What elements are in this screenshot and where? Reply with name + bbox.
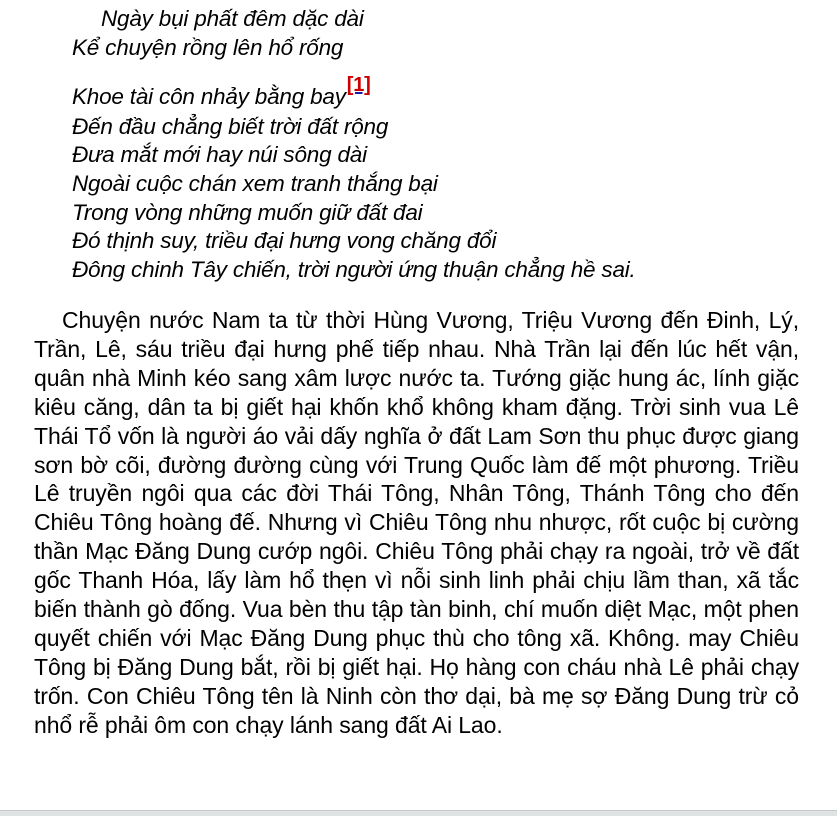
poem-line-text: Khoe tài côn nhảy bằng bay bbox=[72, 84, 346, 110]
poem-line: Đưa mắt mới hay núi sông dài bbox=[72, 142, 367, 168]
poem-line: Đó thịnh suy, triều đại hưng vong chăng đổi bbox=[72, 228, 497, 254]
prose-paragraph: Chuyện nước Nam ta từ thời Hùng Vương, Triệu Vương đến Đinh, Lý, Trần, Lê, sáu triều đại hưng phế tiếp nhau. Nhà Trần lại đến lúc hết vận, quân nhà Minh kéo sang xâm lược nước ta. Tướng giặc hung ác, lính giặc kiêu căng, dân ta bị giết hại khốn khổ không kham đặng. Trời sinh vua Lê Thái Tổ vốn là người áo vải dấy nghĩa ở đất Lam Sơn thu phục được giang sơn bờ cõi, đường đường cùng với Trung Quốc làm đế một phương. Triều Lê truyền ngôi qua các đời Thái Tông, Nhân Tông, Thánh Tông cho đến Chiêu Tông hoàng đế. Nhưng vì Chiêu Tông nhu nhược, rốt cuộc bị cường thần Mạc Đăng Dung cướp ngôi. Chiêu Tông phải chạy ra ngoài, trở về đất gốc Thanh Hóa, lấy làm hổ thẹn vì nỗi sinh linh phải chịu lầm than, xã tắc biến thành gò đống. Vua bèn thu tập tàn binh, chí muốn diệt Mạc, một phen quyết chiến với Mạc Đăng Dung phục thù cho tông xã. Không. may Chiêu Tông bị Đăng Dung bắt, rồi bị giết hại. Họ hàng con cháu nhà Lê phải chạy trốn. Con Chiêu Tông tên là Ninh còn thơ dại, bà mẹ sợ Đăng Dung trừ cỏ nhổ rễ phải ôm con chạy lánh sang đất Ai Lao. bbox=[34, 307, 799, 738]
poem-line-with-footnote bbox=[72, 74, 812, 113]
window-bottom-edge bbox=[0, 810, 837, 816]
poem-line: Ngoài cuộc chán xem tranh thắng bại bbox=[72, 170, 438, 196]
poem-line: Đông chinh Tây chiến, trời người ứng thuận chẳng hề sai. bbox=[72, 256, 636, 282]
poem-line: Kể chuyện rồng lên hổ rống bbox=[72, 34, 344, 60]
poem-line: Ngày bụi phất đêm dặc dài bbox=[101, 6, 364, 31]
footnote-link[interactable]: [1] bbox=[346, 74, 371, 97]
poem-line: Trong vòng những muốn giữ đất đai bbox=[72, 199, 423, 225]
poem-line: Đến đầu chẳng biết trời đất rộng bbox=[72, 113, 389, 139]
poem-block bbox=[72, 5, 812, 284]
